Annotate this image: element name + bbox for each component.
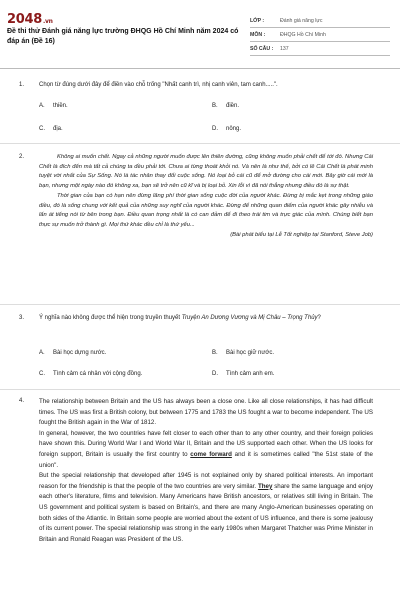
- passage-text: and it is sometimes called "the 51st state of the union".: [39, 450, 373, 469]
- passage-paragraph: [39, 429, 373, 471]
- option-d[interactable]: [212, 370, 274, 380]
- option-letter: D.: [212, 126, 218, 132]
- question-text-part: Ý nghĩa nào không được thể hiện trong truyền thuyết: [39, 315, 182, 321]
- option-c[interactable]: [39, 125, 63, 135]
- meta-row-subject: [250, 28, 390, 42]
- option-text: địa.: [53, 126, 63, 132]
- question-text-part: ?: [317, 315, 321, 321]
- meta-row-class: [250, 14, 390, 28]
- site-logo[interactable]: [7, 12, 53, 27]
- meta-value: 137: [280, 45, 289, 52]
- meta-value: Đánh giá năng lực: [280, 17, 323, 24]
- english-passage: [39, 397, 373, 545]
- question-number: 3.: [19, 315, 25, 321]
- question-divider: [0, 143, 400, 144]
- option-d[interactable]: [212, 125, 241, 135]
- logo-text: 2048: [7, 12, 42, 27]
- meta-value: ĐHQG Hồ Chí Minh: [280, 31, 326, 38]
- question-1: [0, 81, 400, 141]
- option-text: thiền.: [53, 103, 68, 109]
- meta-key: SỐ CÂU :: [250, 45, 274, 52]
- question-3: [0, 314, 400, 384]
- underlined-word: They: [257, 482, 273, 490]
- question-divider: [0, 304, 400, 305]
- option-a[interactable]: [39, 102, 68, 112]
- question-divider: [0, 389, 400, 390]
- question-number: 2.: [19, 154, 25, 160]
- question-number: 1.: [19, 82, 25, 88]
- passage-paragraph: [39, 471, 373, 545]
- option-letter: B.: [212, 350, 218, 356]
- meta-key: LỚP :: [250, 17, 265, 24]
- option-letter: C.: [39, 371, 45, 377]
- option-text: nông.: [226, 126, 242, 132]
- meta-row-count: [250, 42, 390, 56]
- header-divider: [0, 68, 400, 69]
- option-letter: A.: [39, 350, 45, 356]
- question-text: [39, 314, 369, 324]
- logo-suffix: .vn: [42, 18, 53, 25]
- passage-source: (Bài phát biểu tại Lễ Tốt nghiệp tại Stanford, Steve Job): [230, 231, 373, 238]
- passage-text: share the same language and enjoy each other's literature, films and television. Many Americans have British ancestors, or relatives still living in Britain. The US government and political system is based on Britain's, and there are many Anglo-American businesses operating on both sides of the Atlantic. In Britain some people are worried about the extent of US influence, and there is some jealousy of its current power. The special relationship was strong in the early 1980s when Margaret Thatcher was Prime Minister in Britain and Ronald Reagan was President of the US.: [39, 482, 373, 543]
- underlined-phrase: come forward: [190, 450, 232, 458]
- option-text: điền.: [226, 103, 240, 109]
- option-text: Bài học giữ nước.: [226, 350, 274, 356]
- question-number: 4.: [19, 398, 25, 404]
- reading-passage: [39, 153, 373, 240]
- meta-key: MÔN :: [250, 31, 266, 38]
- passage-paragraph: Thời gian của bạn có hạn nên đừng lãng phí thời gian sống cuộc đời của người khác. Đừng bị mắc kẹt trong những giáo điều, đó là sống chung với kết quả của những suy nghĩ của người khác. Đừng để những quan điểm của người khác gây nhiễu và lấn át tiếng nói từ bên trong bạn. Điều quan trọng nhất là có can đảm để đi theo trái tim và trực giác của mình. Chúng biết bạn thực sự muốn trở thành gì. Mọi thứ khác đều chỉ là thứ yếu...: [39, 192, 373, 228]
- option-b[interactable]: [212, 102, 239, 112]
- question-text: Chọn từ đúng dưới đây để điền vào chỗ trống "Nhất canh trì, nhị canh viên, tam canh.....".: [39, 82, 278, 88]
- passage-text: In general, however, the two countries have felt closer to each other than to any other country, and their foreign policies have shown this. During World War I and World War II, Britain and the US supported each other. When the US looks for foreign support, Britain is usually the first country to: [39, 429, 373, 458]
- passage-paragraph: The relationship between Britain and the US has always been a close one. Like all close relationships, it has had difficult times. The US was first a British colony, but between 1775 and 1783 the US fought a war to become independent. The US fought the British again in the War of 1812.: [39, 398, 373, 427]
- passage-text: But the special relationship that developed after 1945 is not explained only by shared political interests. An important reason for the friendship is that the people of the two countries are very similar.: [39, 472, 373, 490]
- option-b[interactable]: [212, 349, 274, 359]
- page-header: [0, 0, 400, 64]
- passage-paragraph: Không ai muốn chết. Ngay cả những người muốn được lên thiên đường, cũng không muốn phải chết để tới đó. Nhưng Cái Chết là đích đến mà tất cả chúng ta đều phải tới. Chưa ai từng thoát khỏi nó. Và nên là như thế, bởi có lẽ Cái Chết là phát minh tuyệt vời nhất của Sự Sống. Nó là tác nhân thay đổi cuộc sống. Nó loại bỏ cái cũ để mở đường cho cái mới. Bây giờ cái mới là bạn, nhưng một ngày nào đó không xa, bạn sẽ trở nên cũ kĩ và bị loại bỏ. Xin lỗi vì đã nói thẳng nhưng điều đó là sự thật.: [39, 154, 373, 190]
- option-letter: D.: [212, 371, 218, 377]
- option-a[interactable]: [39, 349, 106, 359]
- meta-table: [250, 14, 390, 56]
- option-letter: A.: [39, 103, 45, 109]
- option-text: Bài học dựng nước.: [53, 350, 107, 356]
- option-text: Tình cảm anh em.: [226, 371, 275, 377]
- option-text: Tình cảm cá nhân với cộng đồng.: [53, 371, 143, 377]
- option-c[interactable]: [39, 370, 142, 380]
- option-letter: B.: [212, 103, 218, 109]
- document-title: Đề thi thử Đánh giá năng lực trường ĐHQG Hồ Chí Minh năm 2024 có đáp án (Đề 16): [7, 28, 239, 45]
- story-title: Truyện An Dương Vương và Mị Châu – Trọng Thủy: [181, 315, 318, 321]
- option-letter: C.: [39, 126, 45, 132]
